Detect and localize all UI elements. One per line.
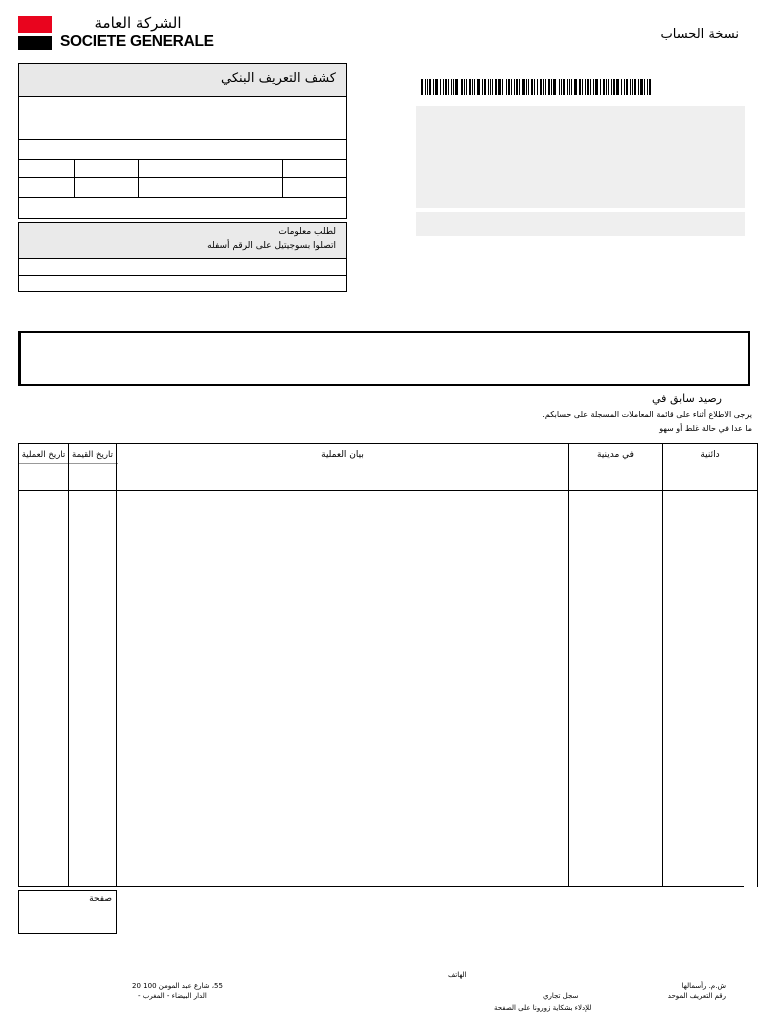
footer-register: سجل تجاري (543, 992, 579, 1000)
divider (19, 159, 346, 160)
bank-identity-header (19, 64, 346, 97)
divider (19, 139, 346, 140)
divider (19, 275, 346, 276)
divider (18, 443, 758, 444)
statement-note-2: ما عدا في حالة غلط أو سهو (659, 424, 752, 433)
transactions-table (18, 443, 758, 887)
previous-balance-label: رصيد سابق في (652, 392, 722, 405)
contact-info-line-2: اتصلوا بسوجيتيل على الرقم أسفله (207, 241, 336, 251)
divider (116, 443, 117, 887)
divider (19, 177, 346, 178)
divider (757, 443, 758, 887)
account-summary-box (18, 331, 750, 386)
divider (19, 197, 346, 198)
contact-info-box (18, 222, 347, 292)
footer-company-1: ش.م. رأسمالها (681, 982, 726, 990)
divider (282, 159, 283, 197)
barcode-icon (421, 79, 653, 95)
header-value-date: تاريخ القيمة (72, 450, 113, 460)
divider (18, 886, 744, 887)
divider (74, 159, 75, 197)
page-label: صفحة (89, 894, 112, 904)
divider (138, 159, 139, 197)
divider (18, 490, 758, 491)
bank-identity-title: كشف التعريف البنكي (221, 71, 336, 86)
copy-label: نسخة الحساب (660, 27, 739, 42)
header-debit: في مدينية (597, 450, 634, 460)
contact-info-line-1: لطلب معلومات (278, 227, 336, 237)
page-number-box (18, 890, 117, 934)
contact-info-header (19, 223, 346, 259)
header-description: بيان العملية (321, 450, 364, 460)
statement-note-1: يرجى الاطلاع أثناء على قائمة المعاملات المسجلة على حسابكم. (542, 410, 752, 419)
bank-identity-box (18, 63, 347, 219)
footer-disclaimer: للإدلاء بشكاية زورونا على الصفحة (494, 1004, 592, 1012)
footer-company-2: رقم التعريف الموحد (667, 992, 726, 1000)
divider (68, 443, 69, 887)
logo-arabic-text: الشركة العامة (94, 14, 182, 32)
address-block (416, 106, 745, 208)
address-block-footer (416, 212, 745, 236)
divider (18, 443, 19, 887)
header-credit: دائنية (700, 450, 720, 460)
divider (568, 443, 569, 887)
societe-generale-logo-icon (18, 16, 52, 50)
footer-phone: الهاتف (448, 971, 467, 979)
footer-address-2: الدار البيضاء - المغرب - (138, 992, 207, 1000)
divider (662, 443, 663, 887)
footer-address-1: 55، شارع عبد المومن 100 20 (132, 982, 223, 990)
header-operation-date: تاريخ العملية (21, 450, 66, 460)
logo-name: SOCIETE GENERALE (60, 33, 214, 50)
